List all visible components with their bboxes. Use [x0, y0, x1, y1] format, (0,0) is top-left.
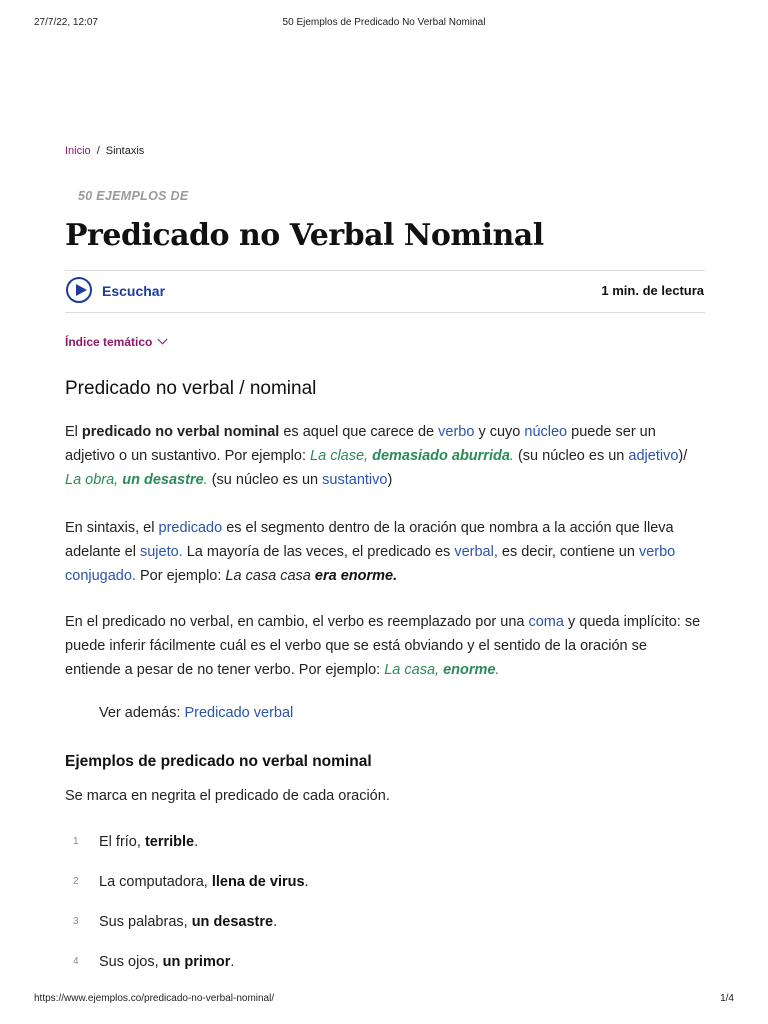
link-sustantivo[interactable]: sustantivo	[322, 472, 388, 488]
list-item	[65, 874, 665, 896]
list-item	[65, 834, 665, 856]
paragraph-definition	[65, 420, 705, 492]
link-verbo[interactable]: verbo	[438, 424, 475, 440]
breadcrumb	[65, 145, 144, 157]
text: )	[387, 472, 393, 488]
example-text: .	[509, 448, 514, 464]
toc-label: Índice temático	[65, 335, 153, 349]
example-text: La clase,	[310, 448, 373, 464]
example-text: .	[203, 472, 208, 488]
breadcrumb-separator: /	[96, 145, 100, 157]
text: El	[65, 424, 82, 440]
list-item	[65, 914, 665, 936]
text: .	[273, 914, 278, 930]
list-item-number: 3	[73, 916, 79, 927]
bold-predicate: terrible	[144, 834, 195, 850]
text: Por ejemplo:	[135, 568, 226, 584]
text: La mayoría de las veces, el predicado es	[182, 544, 455, 560]
paragraph-syntax	[65, 516, 705, 588]
list-item-text	[99, 834, 198, 850]
play-icon	[76, 284, 87, 296]
list-item-text	[99, 874, 309, 890]
text: .	[304, 874, 309, 890]
example-italic-bold: era enorme.	[314, 568, 398, 584]
text: El frío,	[99, 834, 145, 850]
link-nucleo[interactable]: núcleo	[524, 424, 568, 440]
link-verbal[interactable]: verbal,	[454, 544, 498, 560]
listen-bar	[65, 270, 705, 313]
text: es decir, contiene un	[497, 544, 639, 560]
list-item-number: 4	[73, 956, 79, 967]
example-bold: un desastre	[122, 472, 204, 488]
link-coma[interactable]: coma	[528, 614, 564, 630]
listen-button[interactable]: Escuchar	[102, 283, 166, 299]
bold-term: predicado no verbal nominal	[81, 424, 280, 440]
bold-predicate: un primor	[162, 954, 231, 970]
link-sujeto[interactable]: sujeto.	[139, 544, 183, 560]
example-text: La obra,	[65, 472, 123, 488]
examples-intro: Se marca en negrita el predicado de cada oración.	[65, 788, 390, 804]
paragraph-no-verbal	[65, 610, 705, 682]
article-kicker: 50 EJEMPLOS DE	[78, 189, 189, 203]
link-predicado[interactable]: predicado	[158, 520, 223, 536]
print-header	[34, 17, 734, 31]
text: Sus ojos,	[99, 954, 163, 970]
breadcrumb-current[interactable]: Sintaxis	[105, 145, 145, 157]
print-url: https://www.ejemplos.co/predicado-no-verbal-nominal/	[34, 993, 275, 1004]
text: (su núcleo es un	[513, 448, 629, 464]
text: )/	[678, 448, 688, 464]
example-text: .	[495, 662, 500, 678]
print-doc-title: 50 Ejemplos de Predicado No Verbal Nominal	[282, 17, 486, 28]
breadcrumb-home-link[interactable]: Inicio	[65, 145, 91, 157]
text: Sus palabras,	[99, 914, 192, 930]
list-item-text	[99, 954, 234, 970]
bold-predicate: llena de virus	[211, 874, 305, 890]
text: .	[194, 834, 199, 850]
text: (su núcleo es un	[207, 472, 323, 488]
list-item-number: 1	[73, 836, 79, 847]
print-page-count: 1/4	[720, 993, 734, 1004]
see-also-prefix: Ver además:	[99, 705, 185, 721]
section-heading: Predicado no verbal / nominal	[65, 378, 317, 399]
see-also-link[interactable]: Predicado verbal	[184, 705, 294, 721]
list-item-text	[99, 914, 277, 930]
table-of-contents-toggle[interactable]	[65, 335, 166, 349]
text: La computadora,	[99, 874, 212, 890]
example-italic: La casa casa	[225, 568, 315, 584]
list-item-number: 2	[73, 876, 79, 887]
print-footer	[34, 993, 734, 1007]
list-item	[65, 954, 665, 976]
text: En sintaxis, el	[65, 520, 159, 536]
link-verbo-conjugado[interactable]: verbo conjugado.	[65, 544, 676, 584]
text: .	[230, 954, 235, 970]
reading-time: 1 min. de lectura	[601, 283, 704, 298]
link-adjetivo[interactable]: adjetivo	[628, 448, 679, 464]
examples-heading: Ejemplos de predicado no verbal nominal	[65, 753, 372, 770]
text: puede ser un adjetivo o un sustantivo. Por ejemplo:	[65, 424, 656, 464]
play-button[interactable]	[66, 277, 92, 303]
example-bold: demasiado aburrida	[372, 448, 510, 464]
text: es aquel que carece de	[279, 424, 439, 440]
chevron-down-icon	[158, 335, 168, 345]
text: En el predicado no verbal, en cambio, el verbo es reemplazado por una	[65, 614, 529, 630]
example-bold: enorme	[443, 662, 496, 678]
example-text: La casa,	[384, 662, 444, 678]
page-title: Predicado no Verbal Nominal	[65, 218, 544, 253]
see-also	[99, 705, 293, 721]
text: y queda implícito: se puede inferir fácilmente cuál es el verbo que se está obviando y el sentido de la oración se entiende a pesar de no tener verbo. Por ejemplo:	[65, 614, 701, 678]
bold-predicate: un desastre	[191, 914, 274, 930]
print-date: 27/7/22, 12:07	[34, 17, 98, 28]
text: y cuyo	[474, 424, 525, 440]
text: es el segmento dentro de la oración que nombra a la acción que lleva adelante el	[65, 520, 674, 560]
